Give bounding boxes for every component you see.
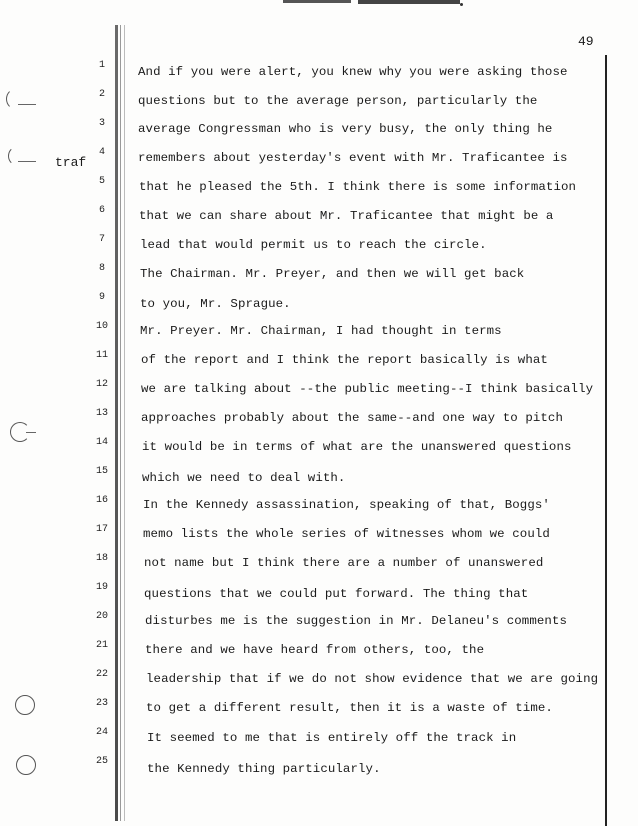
punch-hole-mark — [8, 146, 28, 166]
punch-hole-mark — [18, 161, 36, 162]
line-number: 21 — [95, 640, 108, 651]
top-scan-dot — [460, 3, 463, 6]
line-number: 13 — [95, 408, 108, 419]
transcript-line: to you, Mr. Sprague. — [140, 297, 291, 311]
line-number: 14 — [95, 437, 108, 448]
transcript-line: we are talking about --the public meeting--I think basically — [141, 382, 594, 396]
transcript-line: approaches probably about the same--and one way to pitch — [141, 411, 563, 425]
line-number: 16 — [95, 495, 108, 506]
line-number: 1 — [98, 60, 105, 71]
line-number: 4 — [98, 147, 105, 158]
line-number: 12 — [95, 379, 108, 390]
transcript-line: average Congressman who is very busy, the only thing he — [138, 122, 553, 136]
transcript-line: The Chairman. Mr. Preyer, and then we will get back — [140, 267, 525, 281]
transcript-line: And if you were alert, you knew why you were asking those — [138, 65, 568, 79]
transcript-line: there and we have heard from others, too, the — [145, 643, 485, 657]
transcript-line: It seemed to me that is entirely off the track in — [147, 731, 517, 745]
transcript-line: which we need to deal with. — [142, 471, 346, 485]
top-scan-mark — [283, 0, 351, 3]
transcript-line: Mr. Preyer. Mr. Chairman, I had thought in terms — [140, 324, 502, 338]
line-number: 8 — [98, 263, 105, 274]
line-number: 22 — [95, 669, 108, 680]
punch-hole-mark — [26, 432, 36, 433]
line-number: 3 — [98, 118, 105, 129]
line-number: 18 — [95, 553, 108, 564]
margin-note: traf — [55, 155, 87, 170]
transcript-line: not name but I think there are a number of unanswered — [144, 556, 544, 570]
line-number: 11 — [95, 350, 108, 361]
left-margin-rule — [120, 25, 121, 821]
line-number: 15 — [95, 466, 108, 477]
line-number: 19 — [95, 582, 108, 593]
left-margin-rule — [124, 25, 125, 821]
transcript-line: it would be in terms of what are the unanswered questions — [142, 440, 572, 454]
line-number: 23 — [95, 698, 108, 709]
right-margin-rule — [605, 55, 607, 826]
line-number: 2 — [98, 89, 105, 100]
transcript-line: to get a different result, then it is a waste of time. — [146, 701, 553, 715]
line-number: 5 — [98, 176, 105, 187]
line-number: 7 — [98, 234, 105, 245]
page-number: 49 — [578, 34, 594, 49]
top-scan-mark — [358, 0, 460, 4]
transcript-line: leadership that if we do not show evidence that we are going — [146, 672, 599, 686]
line-number: 17 — [95, 524, 108, 535]
line-number: 10 — [95, 321, 108, 332]
line-number: 20 — [95, 611, 108, 622]
transcript-line: that he pleased the 5th. I think there is some information — [139, 180, 577, 194]
transcript-line: questions but to the average person, particularly the — [138, 94, 538, 108]
transcript-line: remembers about yesterday's event with Mr. Traficantee is — [138, 151, 568, 165]
punch-hole-mark — [18, 104, 36, 105]
transcript-line: disturbes me is the suggestion in Mr. Delaneu's comments — [145, 614, 567, 628]
punch-hole-mark — [6, 88, 28, 110]
transcript-line: of the report and I think the report basically is what — [141, 353, 548, 367]
transcript-line: that we can share about Mr. Traficantee that might be a — [139, 209, 554, 223]
transcript-line: questions that we could put forward. The thing that — [144, 587, 529, 601]
line-number: 24 — [95, 727, 108, 738]
line-number: 25 — [95, 756, 108, 767]
transcript-line: lead that would permit us to reach the circle. — [140, 238, 487, 252]
line-number: 9 — [98, 292, 105, 303]
transcript-line: memo lists the whole series of witnesses whom we could — [143, 527, 550, 541]
punch-hole-mark — [15, 695, 35, 715]
left-margin-rule — [115, 25, 118, 821]
transcript-line: the Kennedy thing particularly. — [147, 762, 381, 776]
line-number: 6 — [98, 205, 105, 216]
punch-hole-mark — [16, 755, 36, 775]
transcript-line: In the Kennedy assassination, speaking of that, Boggs' — [143, 498, 550, 512]
